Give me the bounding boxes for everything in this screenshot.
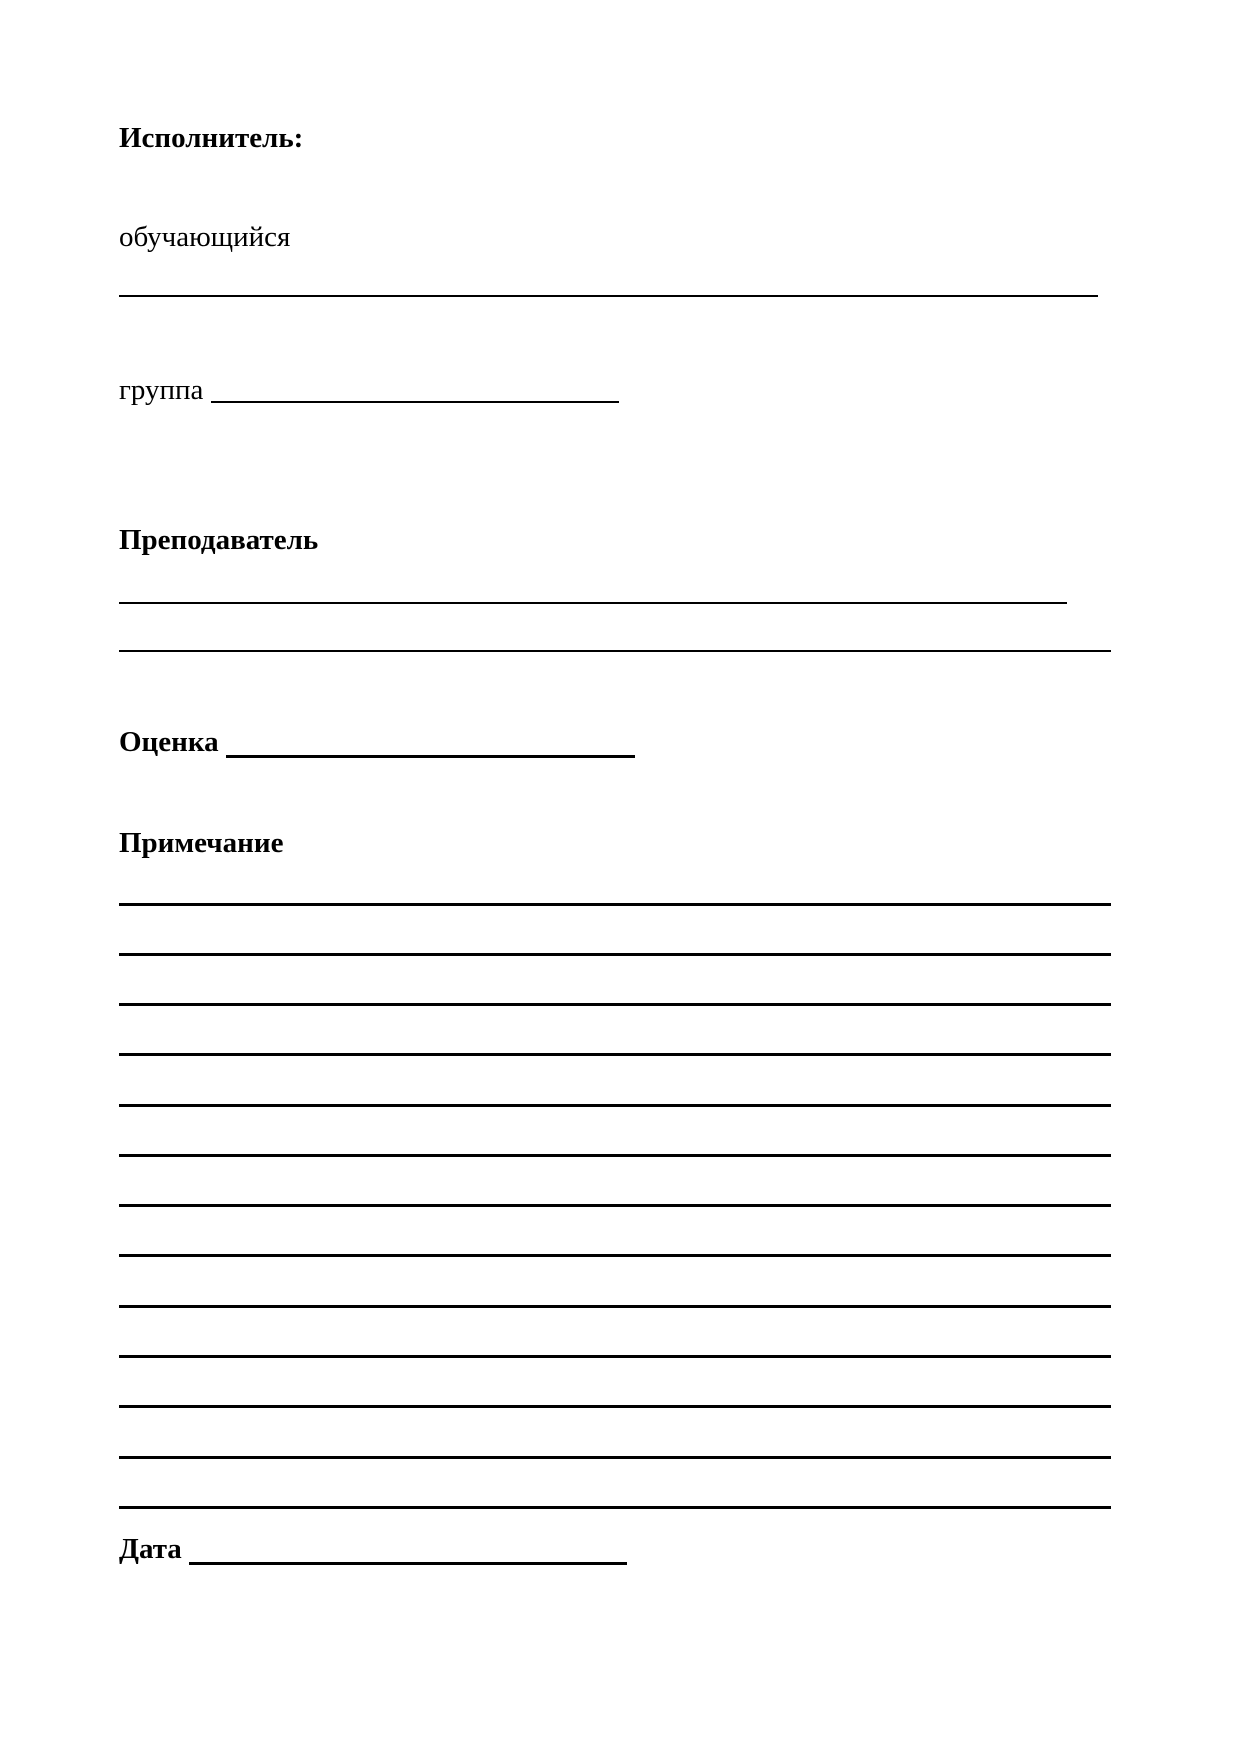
note-line[interactable]	[119, 1154, 1111, 1157]
note-line[interactable]	[119, 1204, 1111, 1207]
note-heading: Примечание	[119, 827, 284, 859]
note-line[interactable]	[119, 1506, 1111, 1509]
executor-heading: Исполнитель:	[119, 122, 304, 154]
note-line[interactable]	[119, 1104, 1111, 1107]
group-field[interactable]	[211, 401, 619, 403]
note-line[interactable]	[119, 1405, 1111, 1408]
note-line[interactable]	[119, 903, 1111, 906]
note-line[interactable]	[119, 1254, 1111, 1257]
grade-field[interactable]	[226, 755, 635, 758]
teacher-field-line-1[interactable]	[119, 602, 1067, 604]
group-label: группа	[119, 374, 204, 406]
grade-label: Оценка	[119, 726, 219, 758]
note-line[interactable]	[119, 1355, 1111, 1358]
teacher-heading: Преподаватель	[119, 524, 319, 556]
date-label: Дата	[119, 1533, 182, 1565]
note-line[interactable]	[119, 1305, 1111, 1308]
date-field[interactable]	[189, 1562, 627, 1565]
note-line[interactable]	[119, 953, 1111, 956]
note-line[interactable]	[119, 1053, 1111, 1056]
student-label: обучающийся	[119, 221, 291, 253]
teacher-field-line-2[interactable]	[119, 650, 1111, 652]
student-name-field[interactable]	[119, 295, 1098, 297]
note-line[interactable]	[119, 1003, 1111, 1006]
note-line[interactable]	[119, 1456, 1111, 1459]
